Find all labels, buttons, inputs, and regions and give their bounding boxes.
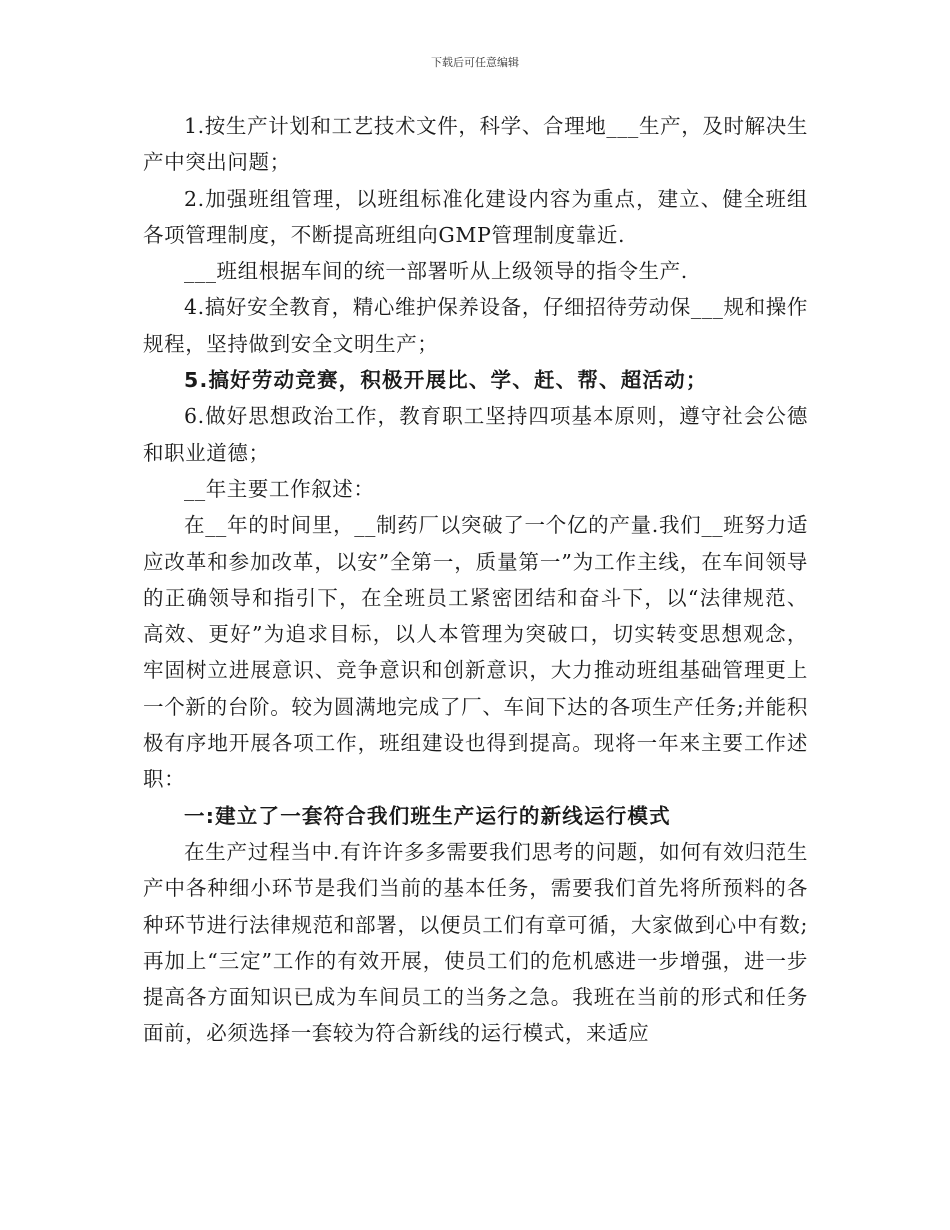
paragraph-6: 6.做好思想政治工作，教育职工坚持四项基本原则，遵守社会公德和职业道德； — [143, 404, 808, 465]
page-header: 下载后可任意编辑 — [431, 56, 519, 69]
paragraph-8: 在__年的时间里，__制药厂以突破了一个亿的产量.我们__班努力适应改革和参加改革，以安”全第一，质量第一”为工作主线，在车间领导的正确领导和指引下，在全班员工紧密团结和奋斗下，以“法律规范、高效、更好”为追求目标，以人本管理为突破口，切实转变思想观念，牢固树立进展意识、竞争意识和创新意识，大力推动班组基础管理更上一个新的台阶。较为圆满地完成了厂、车间下达的各项生产任务;并能积极有序地开展各项工作，班组建设也得到提高。现将一年来主要工作述职： — [143, 513, 808, 792]
paragraph-2: 2.加强班组管理，以班组标准化建设内容为重点，建立、健全班组各项管理制度，不断提高班组向GMP管理制度靠近. — [143, 186, 808, 247]
paragraph-4: 4.搞好安全教育，精心维护保养设备，仔细招待劳动保___规和操作规程，坚持做到安全文明生产； — [143, 295, 808, 356]
paragraph-10: 在生产过程当中.有许许多多需要我们思考的问题，如何有效归范生产中各种细小环节是我们当前的基本任务，需要我们首先将所预料的各种环节进行法律规范和部署，以便员工们有章可循，大家做到心中有数;再加上“三定”工作的有效开展，使员工们的危机感进一步增强，进一步提高各方面知识已成为车间员工的当务之急。我班在当前的形式和任务面前，必须选择一套较为符合新线的运行模式，来适应 — [143, 839, 808, 1046]
paragraph-1: 1.按生产计划和工艺技术文件，科学、合理地___生产，及时解决生产中突出问题； — [143, 114, 808, 175]
section-heading: 一:建立了一套符合我们班生产运行的新线运行模式 — [184, 803, 671, 828]
paragraph-7: __年主要工作叙述： — [184, 476, 375, 501]
paragraph-3: ___班组根据车间的统一部署听从上级领导的指令生产. — [184, 259, 688, 284]
paragraph-5-bold: 5.搞好劳动竞赛，积极开展比、学、赶、帮、超活动； — [184, 368, 708, 393]
document-body — [143, 108, 808, 1052]
